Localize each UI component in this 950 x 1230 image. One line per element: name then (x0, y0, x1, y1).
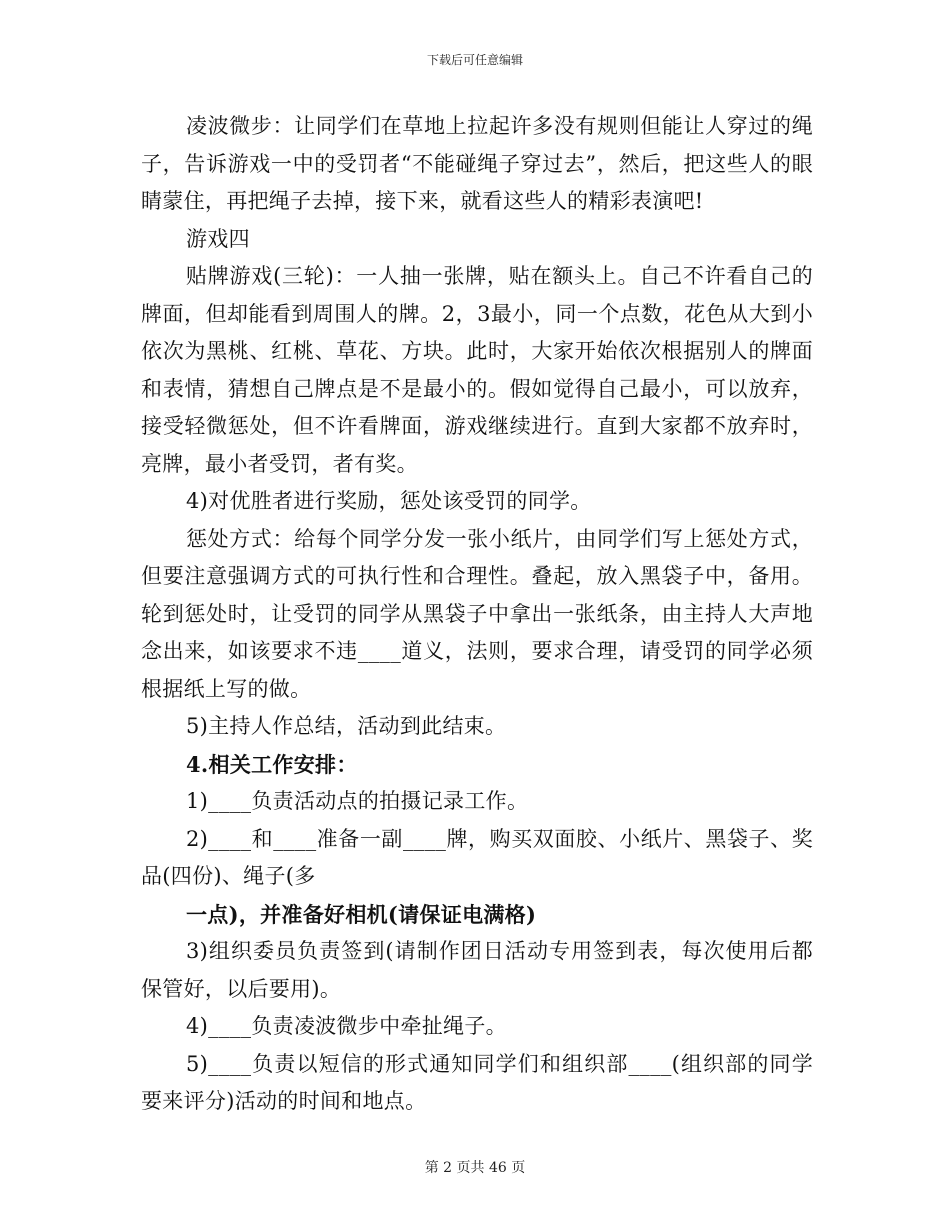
task-item-5: 5)____负责以短信的形式通知同学们和组织部____(组织部的同学要来评分)活动的时间和地点。 (141, 1051, 813, 1113)
document-body (141, 108, 813, 1121)
task-item-4: 4)____负责凌波微步中牵扯绳子。 (186, 1014, 507, 1038)
paragraph-reward: 4)对优胜者进行奖励，惩处该受罚的同学。 (186, 489, 592, 513)
paragraph-summary: 5)主持人作总结，活动到此结束。 (186, 714, 507, 738)
page-header: 下载后可任意编辑 (426, 53, 523, 67)
paragraph-punishment: 惩处方式：给每个同学分发一张小纸片，由同学们写上惩处方式，但要注意强调方式的可执行性和合理性。叠起，放入黑袋子中，备用。轮到惩处时，让受罚的同学从黑袋子中拿出一张纸条，由主持人大声地念出来，如该要求不违____道义，法则，要求合理，请受罚的同学必须根据纸上写的做。 (141, 526, 813, 701)
task-item-2-continued: 一点)，并准备好相机(请保证电满格) (186, 901, 537, 927)
paragraph-lingbo: 凌波微步：让同学们在草地上拉起许多没有规则但能让人穿过的绳子，告诉游戏一中的受罚者“不能碰绳子穿过去”，然后，把这些人的眼睛蒙住，再把绳子去掉，接下来，就看这些人的精彩表演吧! (141, 114, 813, 213)
paragraph-game-four: 游戏四 (186, 226, 250, 251)
paragraph-card-game: 贴牌游戏(三轮)：一人抽一张牌，贴在额头上。自己不许看自己的牌面，但却能看到周围人的牌。2，3最小，同一个点数，花色从大到小依次为黑桃、红桃、草花、方块。此时，大家开始依次根据别人的牌面和表情，猜想自己牌点是不是最小的。假如觉得自己最小，可以放弃，接受轻微惩处，但不许看牌面，游戏继续进行。直到大家都不放弃时，亮牌，最小者受罚，者有奖。 (141, 264, 813, 476)
task-item-1: 1)____负责活动点的拍摄记录工作。 (186, 789, 529, 813)
task-item-2: 2)____和____准备一副____牌，购买双面胶、小纸片、黑袋子、奖品(四份)、绳子(多 (141, 826, 813, 888)
page-footer: 第 2 页共 46 页 (424, 1160, 526, 1176)
section-heading-work-arrangement: 4.相关工作安排： (186, 751, 358, 777)
task-item-3: 3)组织委员负责签到(请制作团日活动专用签到表，每次使用后都保管好，以后要用)。 (141, 939, 813, 1001)
